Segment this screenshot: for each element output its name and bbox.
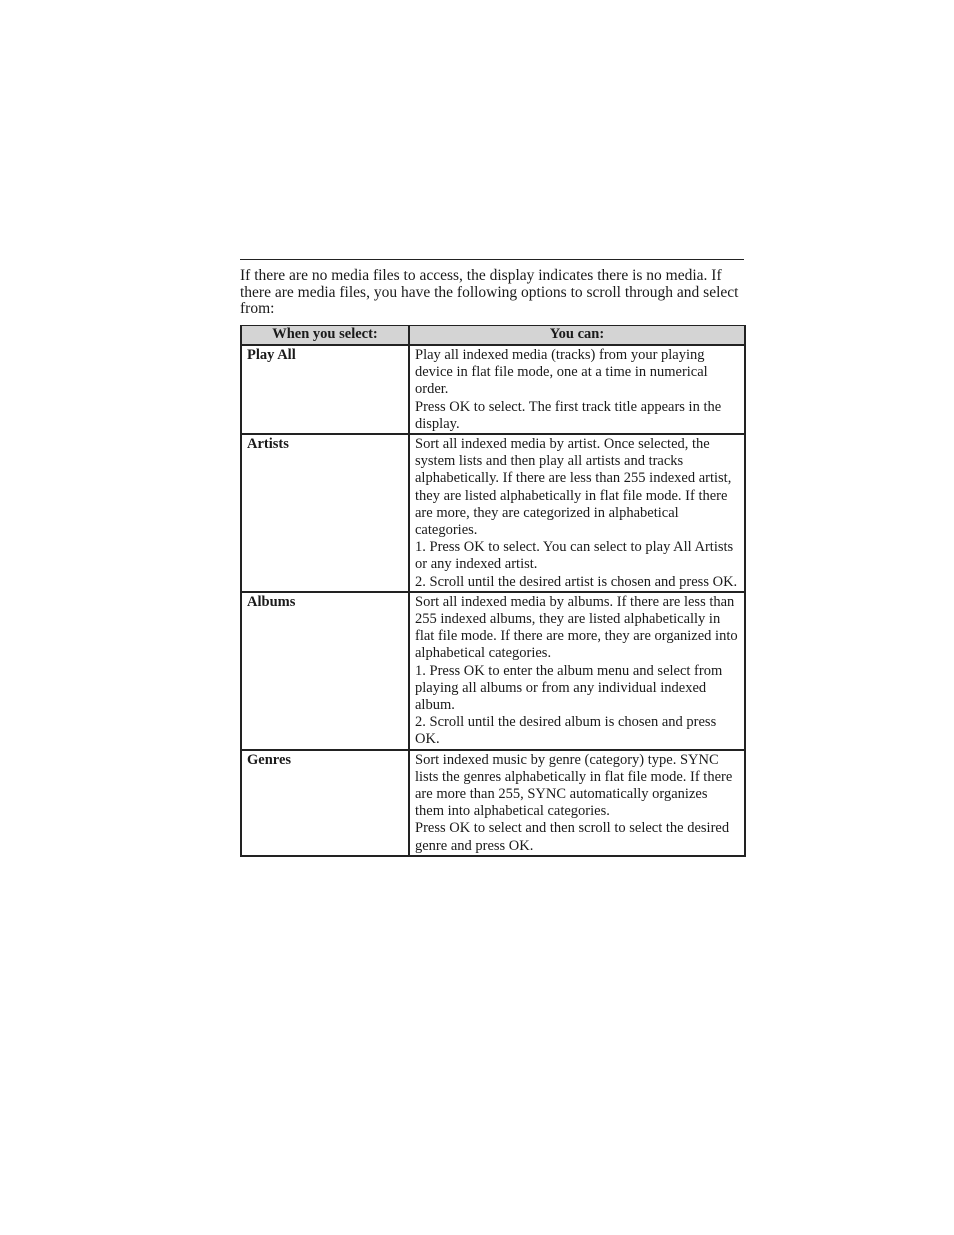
selection-albums: Albums: [241, 592, 409, 750]
description-line: 2. Scroll until the desired album is chosen and press OK.: [415, 714, 717, 748]
description-play-all: [409, 345, 745, 434]
description-genres: [409, 750, 745, 856]
table-header-row: [241, 326, 745, 346]
table-row: [241, 345, 745, 434]
description-albums: [409, 592, 745, 750]
table-row: [241, 750, 745, 856]
description-line: Sort indexed music by genre (category) type. SYNC lists the genres alphabetically in flat file mode. If there are more than 255, SYNC automatically organizes them into alphabetical categories.: [415, 751, 733, 820]
description-line: Press OK to select. The first track title appears in the display.: [415, 398, 722, 432]
selection-play-all: Play All: [241, 345, 409, 434]
header-you-can: You can:: [409, 326, 745, 346]
intro-paragraph: If there are no media files to access, the display indicates there is no media. If there are media files, you have the following options to scroll through and select from:: [240, 267, 739, 317]
section-divider: [240, 259, 744, 260]
selection-genres: Genres: [241, 750, 409, 856]
description-line: 2. Scroll until the desired artist is chosen and press OK.: [415, 573, 738, 590]
media-options-table: [240, 325, 746, 857]
table-row: [241, 592, 745, 750]
description-line: Press OK to select and then scroll to select the desired genre and press OK.: [415, 820, 730, 854]
description-line: 1. Press OK to select. You can select to play All Artists or any indexed artist.: [415, 539, 734, 573]
description-line: Play all indexed media (tracks) from your playing device in flat file mode, one at a time in numerical order.: [415, 347, 708, 398]
description-artists: [409, 434, 745, 592]
description-line: Sort all indexed media by artist. Once selected, the system lists and then play all artists and tracks alphabetically. If there are less than 255 indexed artist, they are listed alphabetically in flat file mode. If there are more, they are categorized in alphabetical categories.: [415, 436, 732, 539]
table-row: [241, 434, 745, 592]
header-when-you-select: When you select:: [241, 326, 409, 346]
description-line: Sort all indexed media by albums. If there are less than 255 indexed albums, they are listed alphabetically in flat file mode. If there are more, they are organized into alphabetical categories.: [415, 593, 738, 662]
selection-artists: Artists: [241, 434, 409, 592]
description-line: 1. Press OK to enter the album menu and select from playing all albums or from any individual indexed album.: [415, 662, 723, 714]
